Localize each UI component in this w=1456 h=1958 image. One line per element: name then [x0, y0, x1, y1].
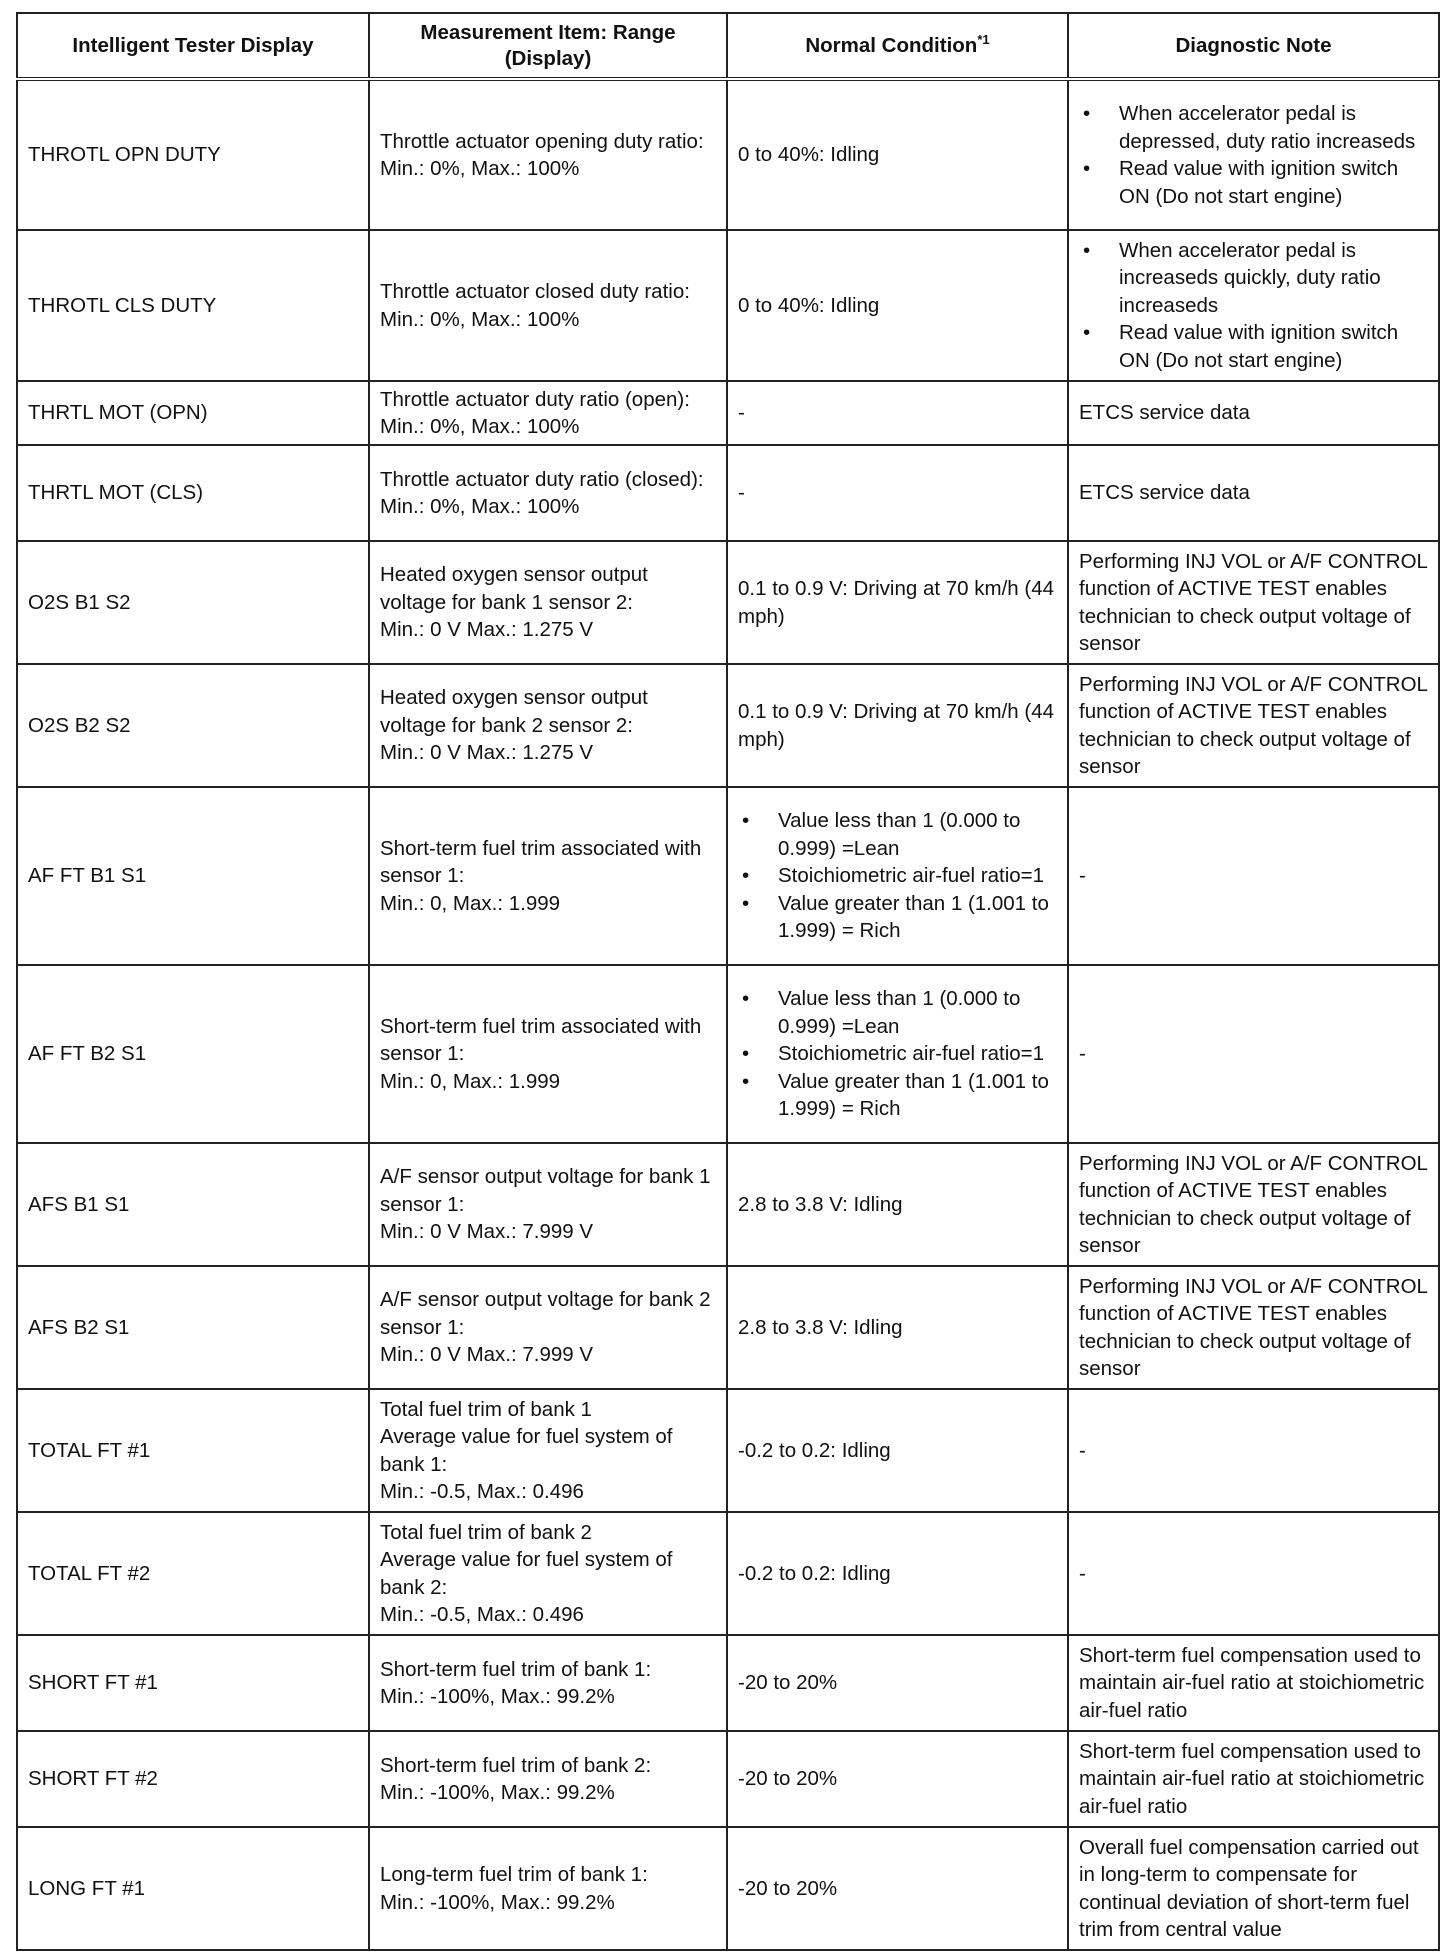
diagnostic-note-cell: Short-term fuel compensation used to maintain air-fuel ratio at stoichiometric air-fuel ratio [1068, 1731, 1439, 1827]
table-row [17, 965, 1439, 1143]
table-row [17, 541, 1439, 664]
header-measurement-item: Measurement Item: Range (Display) [369, 13, 727, 79]
tester-display-cell: THROTL CLS DUTY [17, 230, 369, 381]
table-row [17, 1827, 1439, 1950]
measurement-line: Min.: -0.5, Max.: 0.496 [380, 1603, 584, 1626]
table-row [17, 664, 1439, 787]
table-row [17, 1635, 1439, 1731]
diagnostic-note-cell: ETCS service data [1068, 381, 1439, 445]
measurement-cell [369, 787, 727, 965]
measurement-line: Long-term fuel trim of bank 1: [380, 1863, 648, 1886]
bullet-item: • Value greater than 1 (1.001 to 1.999) = Rich [738, 890, 1057, 945]
diagnostic-note-cell: Overall fuel compensation carried out in long-term to compensate for continual deviation of short-term fuel trim from central value [1068, 1827, 1439, 1950]
table-row [17, 445, 1439, 541]
measurement-line: Total fuel trim of bank 2 [380, 1520, 592, 1544]
measurement-cell [369, 1731, 727, 1827]
tester-display-cell: AFS B2 S1 [17, 1266, 369, 1389]
measurement-cell [369, 445, 727, 541]
table-row [17, 1143, 1439, 1266]
bullet-item: • Stoichiometric air-fuel ratio=1 [738, 862, 1057, 890]
diagnostic-note-cell: Performing INJ VOL or A/F CONTROL function of ACTIVE TEST enables technician to check output voltage of sensor [1068, 1143, 1439, 1266]
header-tester-display: Intelligent Tester Display [17, 13, 369, 79]
table-row [17, 79, 1439, 230]
normal-condition-cell: 0.1 to 0.9 V: Driving at 70 km/h (44 mph) [727, 664, 1068, 787]
diagnostic-note-cell: ETCS service data [1068, 445, 1439, 541]
measurement-line: Min.: 0%, Max.: 100% [380, 495, 580, 518]
measurement-line: Min.: -100%, Max.: 99.2% [380, 1890, 615, 1914]
measurement-line: Min.: -100%, Max.: 99.2% [380, 1781, 615, 1804]
measurement-line: Min.: 0 V Max.: 1.275 V [380, 741, 594, 765]
diagnostic-note-cell: Performing INJ VOL or A/F CONTROL function of ACTIVE TEST enables technician to check output voltage of sensor [1068, 541, 1439, 664]
table-row [17, 1389, 1439, 1512]
tester-display-cell: TOTAL FT #2 [17, 1512, 369, 1635]
measurement-line: Average value for fuel system of bank 1: [380, 1425, 673, 1476]
measurement-cell [369, 965, 727, 1143]
measurement-cell [369, 664, 727, 787]
table-row [17, 230, 1439, 381]
header-normal-condition-label: Normal Condition [805, 33, 978, 57]
measurement-line: Min.: 0 V Max.: 7.999 V [380, 1220, 594, 1244]
header-row [17, 13, 1439, 79]
tester-display-cell: AFS B1 S1 [17, 1143, 369, 1266]
normal-condition-list [738, 985, 1057, 1123]
table-row [17, 787, 1439, 965]
normal-condition-cell: - [727, 445, 1068, 541]
normal-condition-cell: 0.1 to 0.9 V: Driving at 70 km/h (44 mph) [727, 541, 1068, 664]
measurement-line: Min.: 0, Max.: 1.999 [380, 1069, 561, 1093]
measurement-line: A/F sensor output voltage for bank 2 sensor 1: [380, 1288, 711, 1339]
diagnostic-note-cell: Performing INJ VOL or A/F CONTROL function of ACTIVE TEST enables technician to check output voltage of sensor [1068, 1266, 1439, 1389]
diagnostic-note-cell: Performing INJ VOL or A/F CONTROL function of ACTIVE TEST enables technician to check output voltage of sensor [1068, 664, 1439, 787]
table-row [17, 1512, 1439, 1635]
diagnostic-note-cell: - [1068, 1512, 1439, 1635]
diagnostic-note-cell [1068, 79, 1439, 230]
measurement-cell [369, 1143, 727, 1266]
measurement-line: Min.: 0 V Max.: 7.999 V [380, 1343, 594, 1367]
bullet-item: • Read value with ignition switch ON (Do not start engine) [1079, 319, 1428, 374]
measurement-line: Min.: 0%, Max.: 100% [380, 157, 580, 180]
normal-condition-cell [727, 787, 1068, 965]
measurement-cell [369, 1827, 727, 1950]
measurement-line: Average value for fuel system of bank 2: [380, 1548, 673, 1599]
measurement-cell [369, 1512, 727, 1635]
diagnostic-note-cell: - [1068, 787, 1439, 965]
data-list-table [16, 12, 1440, 1951]
header-diagnostic-note: Diagnostic Note [1068, 13, 1439, 79]
bullet-item: • When accelerator pedal is increaseds quickly, duty ratio increaseds [1079, 237, 1428, 320]
tester-display-cell: AF FT B1 S1 [17, 787, 369, 965]
normal-condition-cell: -20 to 20% [727, 1827, 1068, 1950]
diagnostic-note-cell: Short-term fuel compensation used to maintain air-fuel ratio at stoichiometric air-fuel ratio [1068, 1635, 1439, 1731]
bullet-item: • Value greater than 1 (1.001 to 1.999) = Rich [738, 1068, 1057, 1123]
measurement-cell [369, 381, 727, 445]
tester-display-cell: O2S B2 S2 [17, 664, 369, 787]
measurement-cell [369, 541, 727, 664]
table-row [17, 1266, 1439, 1389]
tester-display-cell: AF FT B2 S1 [17, 965, 369, 1143]
bullet-item: • When accelerator pedal is depressed, duty ratio increaseds [1079, 100, 1428, 155]
measurement-line: Min.: 0, Max.: 1.999 [380, 891, 561, 915]
tester-display-cell: SHORT FT #1 [17, 1635, 369, 1731]
measurement-line: Short-term fuel trim associated with sensor 1: [380, 1014, 702, 1066]
measurement-cell [369, 1635, 727, 1731]
measurement-line: Throttle actuator closed duty ratio: [380, 280, 690, 303]
normal-condition-cell: -0.2 to 0.2: Idling [727, 1512, 1068, 1635]
measurement-line: Min.: 0 V Max.: 1.275 V [380, 618, 594, 642]
header-normal-condition [727, 13, 1068, 79]
bullet-item: • Stoichiometric air-fuel ratio=1 [738, 1040, 1057, 1068]
normal-condition-cell: 2.8 to 3.8 V: Idling [727, 1143, 1068, 1266]
tester-display-cell: TOTAL FT #1 [17, 1389, 369, 1512]
normal-condition-list [738, 807, 1057, 945]
measurement-line: Min.: 0%, Max.: 100% [380, 415, 580, 438]
normal-condition-cell: -20 to 20% [727, 1635, 1068, 1731]
normal-condition-cell: - [727, 381, 1068, 445]
measurement-line: Min.: -0.5, Max.: 0.496 [380, 1480, 584, 1503]
measurement-line: Heated oxygen sensor output voltage for bank 1 sensor 2: [380, 563, 648, 614]
normal-condition-cell [727, 965, 1068, 1143]
measurement-line: Min.: 0%, Max.: 100% [380, 307, 580, 331]
tester-display-cell: THRTL MOT (CLS) [17, 445, 369, 541]
normal-condition-cell: -20 to 20% [727, 1731, 1068, 1827]
table-row [17, 381, 1439, 445]
measurement-line: Short-term fuel trim associated with sensor 1: [380, 836, 702, 888]
diagnostic-note-list [1079, 100, 1428, 210]
tester-display-cell: LONG FT #1 [17, 1827, 369, 1950]
normal-condition-cell: -0.2 to 0.2: Idling [727, 1389, 1068, 1512]
normal-condition-cell: 0 to 40%: Idling [727, 79, 1068, 230]
diagnostic-note-cell [1068, 230, 1439, 381]
diagnostic-note-cell: - [1068, 1389, 1439, 1512]
diagnostic-note-list [1079, 237, 1428, 375]
normal-condition-cell: 2.8 to 3.8 V: Idling [727, 1266, 1068, 1389]
footnote-marker: *1 [977, 31, 990, 47]
tester-display-cell: THROTL OPN DUTY [17, 79, 369, 230]
bullet-item: • Read value with ignition switch ON (Do not start engine) [1079, 155, 1428, 210]
normal-condition-cell: 0 to 40%: Idling [727, 230, 1068, 381]
measurement-line: Short-term fuel trim of bank 1: [380, 1657, 652, 1681]
tester-display-cell: SHORT FT #2 [17, 1731, 369, 1827]
diagnostic-note-cell: - [1068, 965, 1439, 1143]
measurement-line: Throttle actuator opening duty ratio: [380, 129, 704, 153]
table-row [17, 1731, 1439, 1827]
measurement-cell [369, 79, 727, 230]
bullet-item: • Value less than 1 (0.000 to 0.999) =Lean [738, 807, 1057, 862]
measurement-line: Heated oxygen sensor output voltage for bank 2 sensor 2: [380, 686, 648, 737]
bullet-item: • Value less than 1 (0.000 to 0.999) =Lean [738, 985, 1057, 1040]
measurement-cell [369, 1266, 727, 1389]
measurement-cell [369, 1389, 727, 1512]
tester-display-cell: THRTL MOT (OPN) [17, 381, 369, 445]
measurement-line: A/F sensor output voltage for bank 1 sensor 1: [380, 1165, 711, 1216]
measurement-cell [369, 230, 727, 381]
measurement-line: Total fuel trim of bank 1 [380, 1397, 592, 1421]
measurement-line: Throttle actuator duty ratio (open): [380, 387, 690, 411]
measurement-line: Min.: -100%, Max.: 99.2% [380, 1685, 615, 1708]
tester-display-cell: O2S B1 S2 [17, 541, 369, 664]
data-list-document [16, 12, 1438, 1951]
measurement-line: Throttle actuator duty ratio (closed): [380, 467, 704, 491]
measurement-line: Short-term fuel trim of bank 2: [380, 1753, 652, 1777]
